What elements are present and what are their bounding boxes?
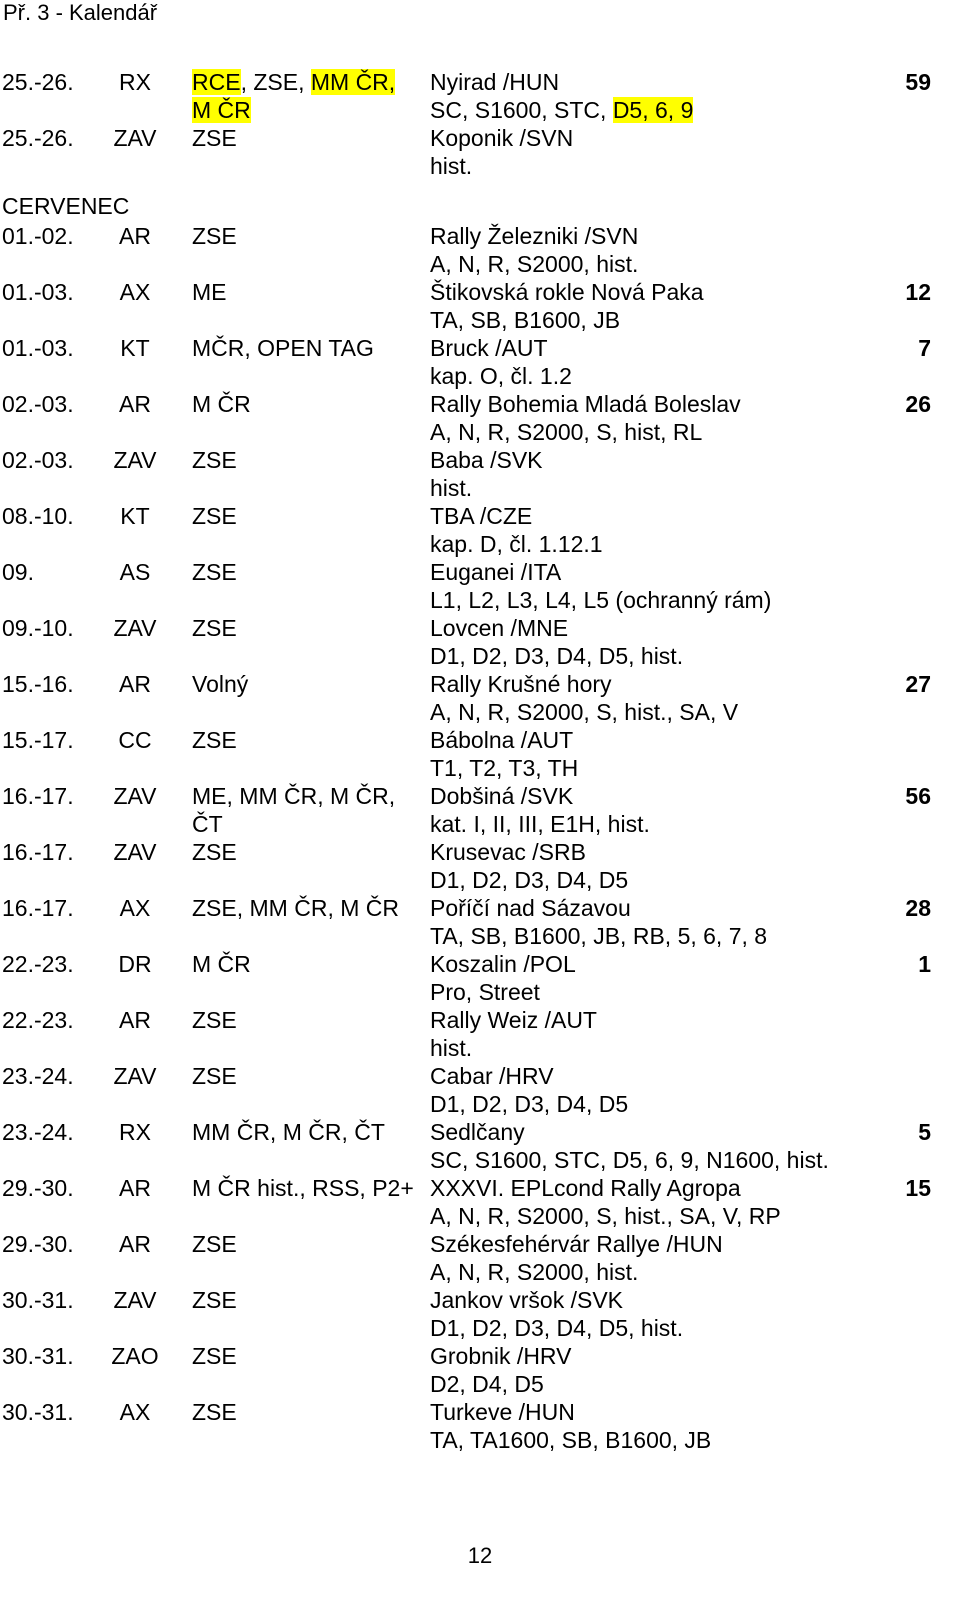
event-classes — [430, 474, 472, 502]
classes-text: hist. — [430, 1035, 473, 1061]
event-classes — [430, 362, 572, 390]
classes-text: SC, S1600, STC, — [430, 97, 613, 123]
event-number: 27 — [905, 671, 931, 697]
event-date: 02.-03. — [2, 447, 74, 473]
event-type: ZAV — [113, 1063, 157, 1089]
calendar-row — [0, 502, 960, 558]
event-classes — [430, 586, 771, 614]
event-classes — [430, 642, 683, 670]
event-classes — [430, 698, 738, 726]
classes-text: kap. O, čl. 1.2 — [430, 363, 572, 389]
series-text: MM ČR, M ČR, ČT — [192, 1119, 385, 1145]
classes-text: TA, SB, B1600, JB, RB, 5, 6, 7, 8 — [430, 923, 768, 949]
event-series — [192, 614, 418, 642]
event-type: AR — [119, 1007, 151, 1033]
calendar-row — [0, 446, 960, 502]
event-type: AR — [119, 671, 151, 697]
event-type: ZAV — [113, 783, 157, 809]
event-venue: Lovcen /MNE — [430, 615, 569, 641]
event-date: 22.-23. — [2, 951, 74, 977]
series-text: ZSE — [192, 1007, 237, 1033]
event-classes — [430, 1034, 472, 1062]
page-number: 12 — [467, 1543, 493, 1568]
event-number: 28 — [905, 895, 931, 921]
classes-text: D2, D4, D5 — [430, 1371, 544, 1397]
event-classes — [430, 250, 638, 278]
event-type: ZAV — [113, 839, 157, 865]
event-date: 30.-31. — [2, 1343, 74, 1369]
event-type: AR — [119, 1175, 151, 1201]
series-text: Volný — [192, 671, 249, 697]
event-classes — [430, 978, 540, 1006]
calendar-row — [0, 1230, 960, 1286]
event-venue: Rally Bohemia Mladá Boleslav — [430, 391, 741, 417]
series-text: ZSE — [192, 503, 237, 529]
event-date: 09. — [2, 559, 34, 585]
event-classes — [430, 1314, 683, 1342]
event-series — [192, 446, 418, 474]
classes-text: SC, S1600, STC, D5, 6, 9, N1600, hist. — [430, 1147, 829, 1173]
event-type: ZAV — [113, 447, 157, 473]
event-date: 16.-17. — [2, 895, 74, 921]
series-text: MM ČR, — [310, 69, 396, 95]
classes-text: A, N, R, S2000, hist. — [430, 251, 639, 277]
event-venue: Euganei /ITA — [430, 559, 562, 585]
event-venue: Krusevac /SRB — [430, 839, 586, 865]
event-series — [192, 558, 418, 586]
event-series — [192, 950, 418, 978]
calendar-row — [0, 1006, 960, 1062]
event-date: 25.-26. — [2, 125, 74, 151]
event-date: 01.-03. — [2, 335, 74, 361]
section-row — [0, 192, 960, 222]
event-venue: Cabar /HRV — [430, 1063, 554, 1089]
series-text: ZSE — [192, 223, 237, 249]
calendar-list — [0, 68, 960, 1454]
calendar-row — [0, 278, 960, 334]
event-venue: Rally Weiz /AUT — [430, 1007, 597, 1033]
event-number: 12 — [905, 279, 931, 305]
event-classes — [430, 810, 650, 838]
event-type: CC — [118, 727, 152, 753]
event-date: 15.-17. — [2, 727, 74, 753]
calendar-row — [0, 222, 960, 278]
series-text: ZSE — [192, 615, 237, 641]
classes-text: T1, T2, T3, TH — [430, 755, 579, 781]
series-text: MČR, OPEN TAG — [192, 335, 374, 361]
event-classes — [430, 922, 767, 950]
event-date: 30.-31. — [2, 1287, 74, 1313]
event-number: 15 — [905, 1175, 931, 1201]
series-text: ZSE, MM ČR, M ČR — [192, 895, 399, 921]
series-text: ZSE — [192, 1287, 237, 1313]
classes-text: hist. — [430, 153, 473, 179]
event-venue: XXXVI. EPLcond Rally Agropa — [430, 1175, 741, 1201]
event-classes — [430, 418, 702, 446]
event-venue: Bruck /AUT — [430, 335, 548, 361]
classes-text: L1, L2, L3, L4, L5 (ochranný rám) — [430, 587, 772, 613]
event-series — [192, 838, 418, 866]
classes-text: D5, 6, 9 — [612, 97, 694, 123]
calendar-row — [0, 68, 960, 124]
calendar-row — [0, 124, 960, 180]
event-classes — [430, 1090, 628, 1118]
event-venue: Bábolna /AUT — [430, 727, 574, 753]
calendar-row — [0, 670, 960, 726]
event-series — [192, 390, 418, 418]
classes-text: TA, SB, B1600, JB — [430, 307, 621, 333]
event-classes — [430, 1370, 544, 1398]
event-venue: Koszalin /POL — [430, 951, 576, 977]
event-venue: Štikovská rokle Nová Paka — [430, 279, 704, 305]
series-text: ZSE — [192, 1063, 237, 1089]
event-venue: Koponik /SVN — [430, 125, 574, 151]
classes-text: D1, D2, D3, D4, D5 — [430, 1091, 629, 1117]
event-date: 16.-17. — [2, 839, 74, 865]
event-classes — [430, 866, 628, 894]
event-type: AX — [119, 279, 151, 305]
event-date: 01.-02. — [2, 223, 74, 249]
event-type: AX — [119, 1399, 151, 1425]
event-classes — [430, 754, 578, 782]
classes-text: A, N, R, S2000, hist. — [430, 1259, 639, 1285]
event-venue: Poříčí nad Sázavou — [430, 895, 631, 921]
series-text: ME — [192, 279, 227, 305]
event-type: AR — [119, 223, 151, 249]
classes-text: D1, D2, D3, D4, D5, hist. — [430, 643, 684, 669]
event-number: 59 — [905, 69, 931, 95]
event-venue: Jankov vršok /SVK — [430, 1287, 624, 1313]
calendar-row — [0, 726, 960, 782]
event-date: 01.-03. — [2, 279, 74, 305]
calendar-row — [0, 1174, 960, 1230]
event-date: 08.-10. — [2, 503, 74, 529]
event-venue: Turkeve /HUN — [430, 1399, 575, 1425]
event-series — [192, 670, 418, 698]
event-series — [192, 68, 418, 124]
calendar-row — [0, 1118, 960, 1174]
calendar-row — [0, 1398, 960, 1454]
event-date: 30.-31. — [2, 1399, 74, 1425]
calendar-row — [0, 1062, 960, 1118]
event-venue: Székesfehérvár Rallye /HUN — [430, 1231, 723, 1257]
event-series — [192, 278, 418, 306]
event-number: 7 — [918, 335, 931, 361]
event-type: AS — [119, 559, 151, 585]
event-venue: Grobnik /HRV — [430, 1343, 572, 1369]
series-text: ZSE — [192, 727, 237, 753]
event-venue: Nyirad /HUN — [430, 69, 560, 95]
event-classes — [430, 1426, 711, 1454]
classes-text: kap. D, čl. 1.12.1 — [430, 531, 603, 557]
event-venue: Sedlčany — [430, 1119, 525, 1145]
event-venue: Baba /SVK — [430, 447, 543, 473]
classes-text: A, N, R, S2000, S, hist, RL — [430, 419, 703, 445]
event-type: KT — [120, 335, 150, 361]
series-text: M ČR — [192, 391, 251, 417]
event-series — [192, 1398, 418, 1426]
event-date: 16.-17. — [2, 783, 74, 809]
event-classes — [430, 1258, 638, 1286]
event-series — [192, 782, 418, 838]
event-classes — [430, 530, 603, 558]
event-type: ZAV — [113, 125, 157, 151]
event-number: 1 — [918, 951, 931, 977]
calendar-row — [0, 782, 960, 838]
section-title: CERVENEC — [2, 193, 130, 219]
series-text: ZSE — [192, 1399, 237, 1425]
event-series — [192, 124, 418, 152]
classes-text: TA, TA1600, SB, B1600, JB — [430, 1427, 712, 1453]
calendar-row — [0, 1342, 960, 1398]
event-type: ZAO — [111, 1343, 159, 1369]
event-series — [192, 502, 418, 530]
event-number: 56 — [905, 783, 931, 809]
classes-text: hist. — [430, 475, 473, 501]
event-type: AX — [119, 895, 151, 921]
event-type: RX — [119, 1119, 151, 1145]
series-text: M ČR — [192, 97, 251, 123]
event-venue: Rally Krušné hory — [430, 671, 612, 697]
classes-text: D1, D2, D3, D4, D5 — [430, 867, 629, 893]
event-series — [192, 1230, 418, 1258]
event-date: 29.-30. — [2, 1175, 74, 1201]
event-number: 26 — [905, 391, 931, 417]
event-type: AR — [119, 1231, 151, 1257]
event-classes — [430, 152, 472, 180]
event-number: 5 — [918, 1119, 931, 1145]
event-classes — [430, 1146, 829, 1174]
classes-text: Pro, Street — [430, 979, 540, 1005]
calendar-row — [0, 838, 960, 894]
series-text: ZSE — [192, 559, 237, 585]
event-date: 23.-24. — [2, 1119, 74, 1145]
series-text: , ZSE, — [240, 69, 311, 95]
event-type: DR — [118, 951, 152, 977]
event-type: ZAV — [113, 1287, 157, 1313]
event-date: 23.-24. — [2, 1063, 74, 1089]
calendar-row — [0, 1286, 960, 1342]
event-date: 22.-23. — [2, 1007, 74, 1033]
event-series — [192, 1118, 418, 1146]
event-venue: TBA /CZE — [430, 503, 533, 529]
classes-text: D1, D2, D3, D4, D5, hist. — [430, 1315, 684, 1341]
event-date: 09.-10. — [2, 615, 74, 641]
series-text: M ČR hist., RSS, P2+ — [192, 1175, 414, 1201]
event-series — [192, 726, 418, 754]
calendar-row — [0, 334, 960, 390]
classes-text: A, N, R, S2000, S, hist., SA, V, RP — [430, 1203, 781, 1229]
calendar-row — [0, 558, 960, 614]
classes-text: A, N, R, S2000, S, hist., SA, V — [430, 699, 739, 725]
event-series — [192, 222, 418, 250]
event-date: 15.-16. — [2, 671, 74, 697]
event-date: 25.-26. — [2, 69, 74, 95]
series-text: ZSE — [192, 1231, 237, 1257]
series-text: ZSE — [192, 839, 237, 865]
event-date: 29.-30. — [2, 1231, 74, 1257]
event-classes — [430, 1202, 781, 1230]
event-series — [192, 1286, 418, 1314]
series-text: ZSE — [192, 447, 237, 473]
event-venue: Dobšiná /SVK — [430, 783, 574, 809]
page-title: Př. 3 - Kalendář — [3, 0, 158, 25]
series-text: RCE — [192, 69, 241, 95]
series-text: M ČR — [192, 951, 251, 977]
event-classes — [430, 306, 620, 334]
calendar-row — [0, 390, 960, 446]
event-series — [192, 1174, 418, 1202]
event-series — [192, 1062, 418, 1090]
calendar-row — [0, 950, 960, 1006]
classes-text: kat. I, II, III, E1H, hist. — [430, 811, 650, 837]
event-date: 02.-03. — [2, 391, 74, 417]
series-text: ZSE — [192, 125, 237, 151]
event-type: RX — [119, 69, 151, 95]
event-series — [192, 1006, 418, 1034]
event-series — [192, 1342, 418, 1370]
event-type: AR — [119, 391, 151, 417]
event-type: KT — [120, 503, 150, 529]
event-type: ZAV — [113, 615, 157, 641]
series-text: ME, MM ČR, M ČR, ČT — [192, 783, 396, 837]
series-text: ZSE — [192, 1343, 237, 1369]
event-series — [192, 894, 418, 922]
event-classes — [430, 96, 693, 124]
event-series — [192, 334, 418, 362]
event-venue: Rally Železniki /SVN — [430, 223, 639, 249]
calendar-row — [0, 614, 960, 670]
calendar-row — [0, 894, 960, 950]
